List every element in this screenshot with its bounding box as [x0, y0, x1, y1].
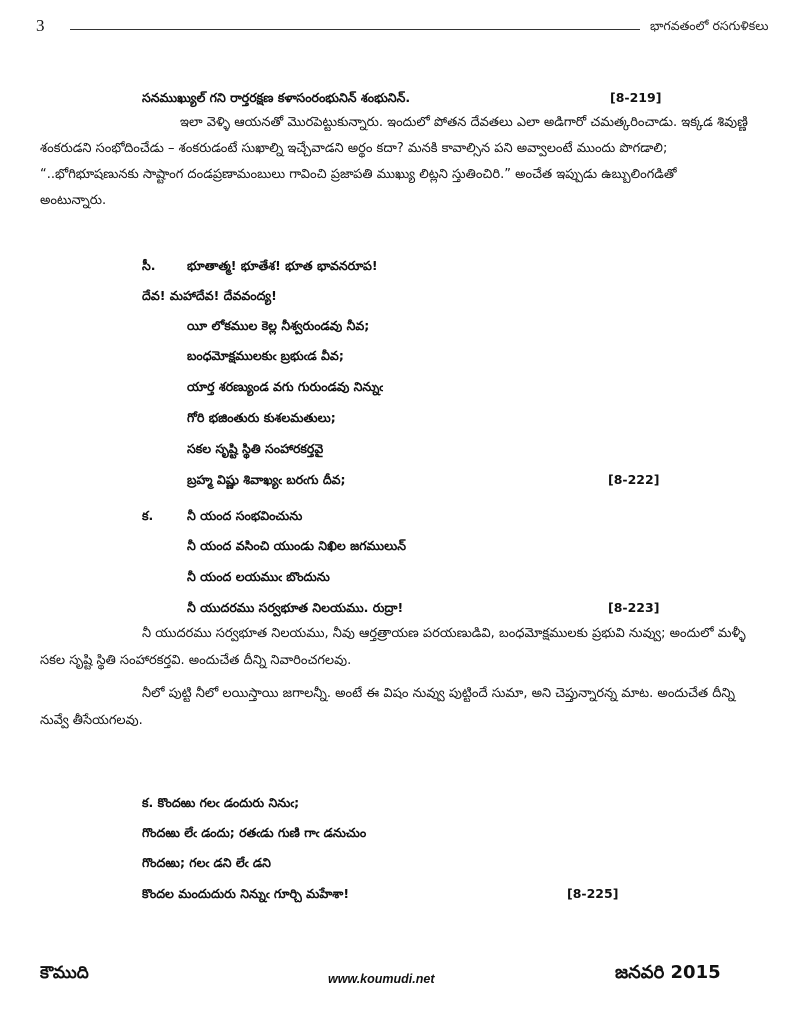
paragraph-2-line-2: సకల సృష్టి స్థితి సంహారకర్తవి. అందుచేత దీన్ని నివారించగలవు. — [40, 653, 352, 668]
verse-222-marker: సీ. — [142, 258, 156, 273]
paragraph-1-line-4: అంటున్నారు. — [40, 193, 107, 208]
paragraph-1-line-1: ఇలా వెళ్ళి ఆయనతో మొరపెట్టుకున్నారు. ఇందులో పోతన దేవతలు ఎలా అడిగారో చమత్కరించాడు. ఇక్కడ శివుణ్ణి — [180, 115, 748, 130]
verse-222-line: భూతాత్మ! భూతేశ! భూత భావనరూప! — [187, 258, 378, 273]
page-number: 3 — [36, 16, 45, 35]
verse-222-line: బంధమోక్షములకుఁ బ్రభుఁడ వీవ; — [187, 348, 344, 363]
verse-223-line: నీ యంద సంభవించును — [187, 508, 303, 523]
website-link[interactable]: www.koumudi.net — [328, 972, 435, 986]
paragraph-1-line-3: “..భోగిభూషణునకు సాష్టాంగ దండప్రణామంబులు గావించి ప్రజాపతి ముఖ్యు లిట్లని స్తుతించిరి.” అంచేత ఇప్పుడు ఉబ్బులింగడితో — [40, 167, 677, 182]
issue-date: జనవరి 2015 — [615, 962, 721, 983]
magazine-name: కౌముది — [40, 963, 89, 983]
paragraph-2-line-1: నీ యుదరము సర్వభూత నిలయము, నీవు ఆర్తత్రాయణ పరయణుడివి, బంధమోక్షములకు ప్రభువి నువ్వు; అందులో మళ్ళీ — [142, 626, 746, 641]
verse-222-line: బ్రహ్మ విష్ణు శివాఖ్యఁ బరఁగు దీవ; — [187, 472, 346, 487]
verse-223-marker: క. — [142, 508, 154, 523]
verse-222-line: సకల సృష్టి స్థితి సంహారకర్తవై — [187, 441, 324, 456]
verse-222-line: యార్త శరణ్యుండ వగు గురుండవు నిన్నుఁ — [187, 379, 384, 394]
verse-223-line: నీ యంద లయముఁ బొందును — [187, 569, 330, 584]
verse-225-line: కొందల మందుదురు నిన్నుఁ గూర్చి మహేశా! — [142, 886, 350, 901]
paragraph-3-line-2: నువ్వే తీసేయగలవు. — [40, 713, 143, 728]
verse-222-line: దేవ! మహాదేవ! దేవవంద్య! — [142, 288, 277, 303]
paragraph-1-line-2: శంకరుడని సంభోదించేడు – శంకరుడంటే సుఖాల్ని ఇచ్చేవాడని అర్థం కదా? మనకి కావాల్సిన పని అవ్వాలంటే ముందు పొగడాలి; — [40, 141, 668, 156]
verse-222-line: గోరి భజింతురు కుశలమతులు; — [187, 410, 336, 425]
verse-223-line: నీ యంద వసించి యుండు నిఖిల జగములున్ — [187, 538, 407, 553]
paragraph-3-line-1: నీలో పుట్టి నీలో లయిస్తాయి జగాలన్నీ. అంటే ఈ విషం నువ్వు పుట్టిందే సుమా, అని చెప్తున్నారన్న మాట. అందుచేత దీన్ని — [142, 686, 735, 701]
verse-222-line: యీ లోకముల కెల్ల నీశ్వరుండవు నీవ; — [187, 318, 370, 333]
verse-225-line: క. కొందఱు గలఁ డందురు నినుఁ; — [142, 795, 300, 810]
verse-219-line: సనముఖ్యుల్ గని రార్తరక్షణ కళాసంరంభునిన్ శంభునిన్. — [142, 90, 411, 105]
running-title: భాగవతంలో రసగుళికలు — [650, 18, 769, 33]
verse-225-ref: [8-225] — [567, 886, 619, 901]
verse-225-line: గొందఱు; గలఁ డని లేఁ డని — [142, 855, 271, 870]
verse-223-ref: [8-223] — [608, 600, 660, 615]
verse-225-line: గొందఱు లేఁ డందు; రతఁడు గుణి గాఁ డనుచుం — [142, 825, 367, 840]
verse-219-ref: [8-219] — [610, 90, 662, 105]
verse-222-ref: [8-222] — [608, 472, 660, 487]
verse-223-line: నీ యుదరము సర్వభూత నిలయము. రుద్రా! — [187, 600, 404, 615]
header-rule — [70, 29, 640, 30]
